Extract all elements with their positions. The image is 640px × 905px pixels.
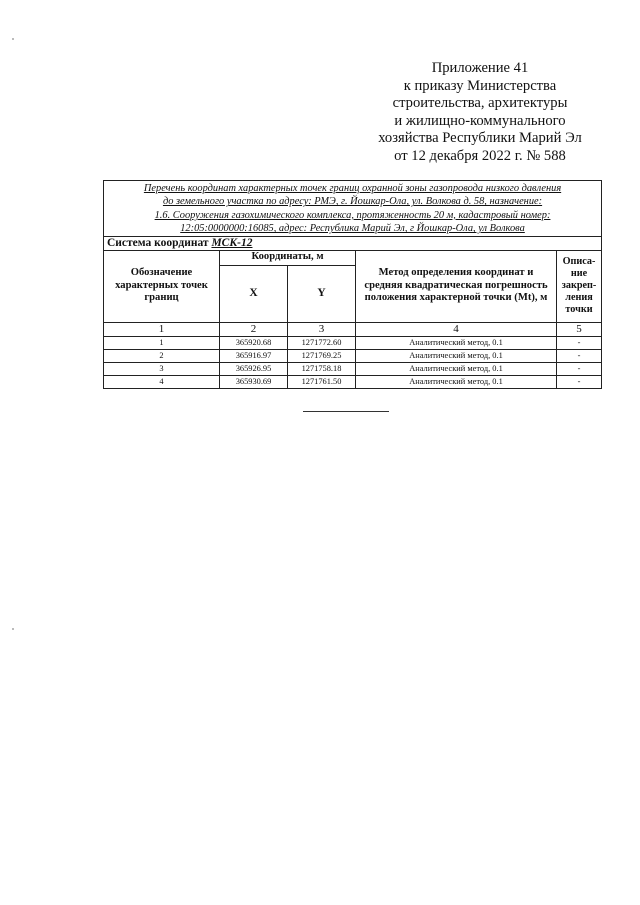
coord-y: 1271772.60 <box>288 336 356 349</box>
header-line: Приложение 41 <box>431 60 529 76</box>
table-row <box>104 336 602 349</box>
scan-speck <box>12 38 14 40</box>
method: Аналитический метод, 0.1 <box>356 349 557 362</box>
column-number: 2 <box>220 322 288 336</box>
col-header-description: Описа-ние закреп-ления точки <box>557 250 602 322</box>
coord-x: 365920.68 <box>220 336 288 349</box>
table-title-line: 1.6. Сооружения газохимического комплекса, протяженность 20 м, кадастровый номер: <box>154 209 551 221</box>
header-line: строительства, архитектуры <box>392 95 568 112</box>
coordinate-system-label: Система координат <box>107 236 209 249</box>
coord-x: 365926.95 <box>220 362 288 375</box>
table-title-line: Перечень координат характерных точек границ охранной зоны газопровода низкого давления <box>143 183 562 194</box>
appendix-header <box>358 60 602 166</box>
coord-x: 365930.69 <box>220 375 288 388</box>
description: - <box>557 336 602 349</box>
header-line: от 12 декабря 2022 г. № 588 <box>394 147 566 164</box>
table-title-line: 12:05:0000000:16085, адрес: Республика Марий Эл, г Йошкар-Ола, ул Волкова <box>180 223 525 235</box>
table-row <box>104 362 602 375</box>
coord-y: 1271761.50 <box>288 375 356 388</box>
table-row <box>104 349 602 362</box>
column-number: 5 <box>557 322 602 336</box>
coordinates-table <box>103 180 602 389</box>
column-number: 4 <box>356 322 557 336</box>
method: Аналитический метод, 0.1 <box>356 375 557 388</box>
coordinate-system <box>104 236 602 250</box>
header-line: к приказу Министерства <box>403 77 557 94</box>
coord-y: 1271758.18 <box>288 362 356 375</box>
col-header-y: Y <box>288 265 356 322</box>
description: - <box>557 375 602 388</box>
column-number: 1 <box>104 322 220 336</box>
column-number: 3 <box>288 322 356 336</box>
table-row <box>104 375 602 388</box>
closing-rule <box>303 411 389 412</box>
description: - <box>557 349 602 362</box>
method: Аналитический метод, 0.1 <box>356 362 557 375</box>
method: Аналитический метод, 0.1 <box>356 336 557 349</box>
column-number-row <box>104 322 602 336</box>
table-title <box>104 181 602 237</box>
point-id: 3 <box>104 362 220 375</box>
col-header-method: Метод определения координат и средняя квадратическая погрешность положения характерной точки (Mt), м <box>356 250 557 322</box>
scan-speck <box>12 628 14 630</box>
table-title-line: до земельного участка по адресу: РМЭ, г. Йошкар-Ола, ул. Волкова д. 58, назначение: <box>162 196 543 208</box>
point-id: 2 <box>104 349 220 362</box>
header-line: и жилищно-коммунального <box>394 112 566 129</box>
point-id: 4 <box>104 375 220 388</box>
coord-y: 1271769.25 <box>288 349 356 362</box>
col-header-point: Обозначение характерных точек границ <box>104 250 220 322</box>
header-line: хозяйства Республики Марий Эл <box>378 130 582 147</box>
point-id: 1 <box>104 336 220 349</box>
col-header-coords: Координаты, м <box>220 250 356 265</box>
description: - <box>557 362 602 375</box>
coordinate-system-value: МСК-12 <box>211 236 253 249</box>
coord-x: 365916.97 <box>220 349 288 362</box>
col-header-x: X <box>220 265 288 322</box>
